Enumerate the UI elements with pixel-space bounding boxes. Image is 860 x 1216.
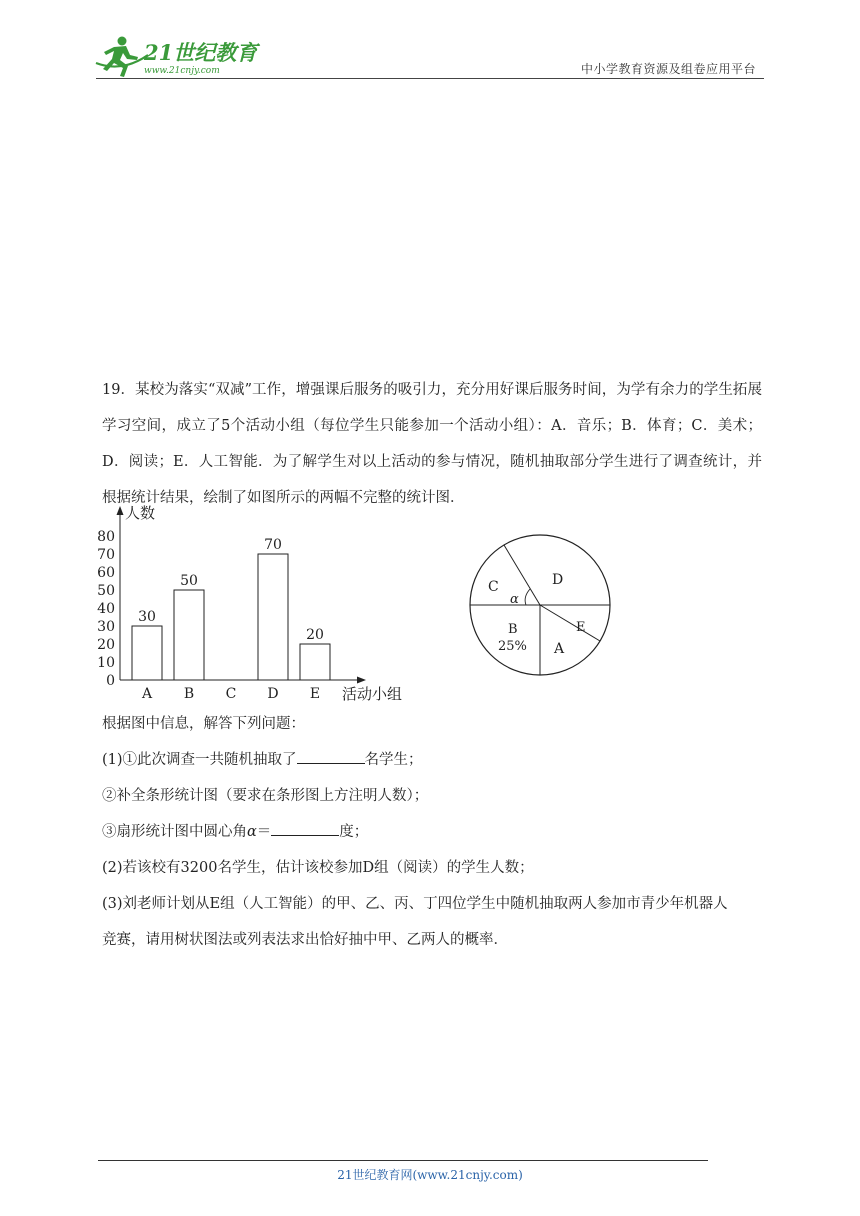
x-axis-label: 活动小组 bbox=[342, 685, 403, 703]
y-tick-label: 60 bbox=[97, 565, 115, 581]
question-1-1 bbox=[102, 748, 423, 769]
bar-value-label-e: 20 bbox=[306, 627, 324, 643]
pie-label-d: D bbox=[552, 572, 564, 588]
y-tick-label: 30 bbox=[97, 619, 115, 635]
header-divider bbox=[96, 78, 764, 79]
x-tick-labels bbox=[141, 686, 320, 702]
pie-label-c: C bbox=[488, 579, 499, 595]
y-ticks bbox=[97, 529, 115, 689]
x-tick-label-d: D bbox=[267, 686, 279, 702]
pie-label-b: B bbox=[508, 622, 518, 637]
bar-e bbox=[300, 644, 330, 680]
footer-text: 21世纪教育网(www.21cnjy.com) bbox=[337, 1168, 523, 1182]
logo-url: www.21cnjy.com bbox=[144, 66, 220, 76]
pie-label-b-percent: 25% bbox=[498, 639, 527, 654]
pie-label-a: A bbox=[554, 641, 565, 657]
y-tick-label: 10 bbox=[97, 655, 115, 671]
footer-divider bbox=[98, 1160, 708, 1161]
x-tick-label-a: A bbox=[141, 686, 153, 702]
bar-value-label-b: 50 bbox=[180, 573, 198, 589]
bar-a bbox=[132, 626, 162, 680]
bars bbox=[132, 537, 330, 680]
question-1-3-equals: ＝ bbox=[256, 824, 272, 840]
y-tick-label: 0 bbox=[106, 673, 115, 689]
question-1-3-suffix: 度； bbox=[339, 824, 369, 840]
question-3-line1: (3)刘老师计划从E组（人工智能）的甲、乙、丙、丁四位学生中随机抽取两人参加市青少年机器人 bbox=[102, 896, 728, 912]
question-1-3-alpha: α bbox=[247, 824, 257, 840]
y-tick-label: 80 bbox=[97, 529, 115, 545]
x-axis-arrow bbox=[357, 677, 366, 684]
question-paragraph: 19．某校为落实“双减”工作，增强课后服务的吸引力，充分用好课后服务时间，为学有余力的学生拓展学习空间，成立了5个活动小组（每位学生只能参加一个活动小组）：A．音乐；B．体育；C．美术；D．阅读；E．人工智能．为了解学生对以上活动的参与情况，随机抽取部分学生进行了调查统计，并根据统计结果，绘制了如图所示的两幅不完整的统计图． bbox=[102, 382, 762, 506]
y-axis-arrow bbox=[117, 506, 124, 515]
x-tick-label-b: B bbox=[183, 686, 195, 702]
x-tick-label-c: C bbox=[225, 686, 237, 702]
question-1-1-suffix: 名学生； bbox=[364, 752, 423, 768]
y-tick-label: 50 bbox=[97, 583, 115, 599]
answer-blank-total bbox=[297, 749, 365, 764]
y-tick-label: 20 bbox=[97, 637, 115, 653]
bar-value-label-a: 30 bbox=[138, 609, 156, 625]
logo-text: 21世纪教育 bbox=[144, 40, 258, 65]
header-platform-text: 中小学教育资源及组卷应用平台 bbox=[580, 62, 756, 76]
question-1-3 bbox=[102, 820, 368, 841]
y-tick-label: 70 bbox=[97, 547, 115, 563]
pie-divider-ea bbox=[540, 605, 600, 641]
x-tick-label-e: E bbox=[309, 686, 321, 702]
runner-icon bbox=[96, 37, 148, 78]
question-1-2: ②补全条形统计图（要求在条形图上方注明人数）； bbox=[102, 788, 429, 804]
question-1-1-text: (1)①此次调查一共随机抽取了 bbox=[102, 752, 297, 768]
question-3-line2: 竞赛，请用树状图法或列表法求出恰好抽中甲、乙两人的概率． bbox=[102, 932, 508, 948]
alpha-arc bbox=[525, 589, 530, 605]
question-2: (2)若该校有3200名学生，估计该校参加D组（阅读）的学生人数； bbox=[102, 860, 534, 876]
bar-chart bbox=[96, 500, 416, 705]
site-logo bbox=[92, 33, 262, 79]
bar-value-label-d: 70 bbox=[264, 537, 282, 553]
pie-chart bbox=[460, 533, 620, 683]
bar-d bbox=[258, 554, 288, 680]
bar-b bbox=[174, 590, 204, 680]
question-lead: 根据图中信息，解答下列问题： bbox=[102, 716, 305, 732]
pie-label-alpha: α bbox=[510, 592, 519, 607]
question-1-3-text: ③扇形统计图中圆心角 bbox=[102, 824, 247, 840]
question-19 bbox=[102, 372, 762, 516]
y-tick-label: 40 bbox=[97, 601, 115, 617]
pie-label-e: E bbox=[576, 620, 586, 635]
answer-blank-angle bbox=[271, 821, 339, 836]
y-axis-label: 人数 bbox=[125, 504, 156, 522]
